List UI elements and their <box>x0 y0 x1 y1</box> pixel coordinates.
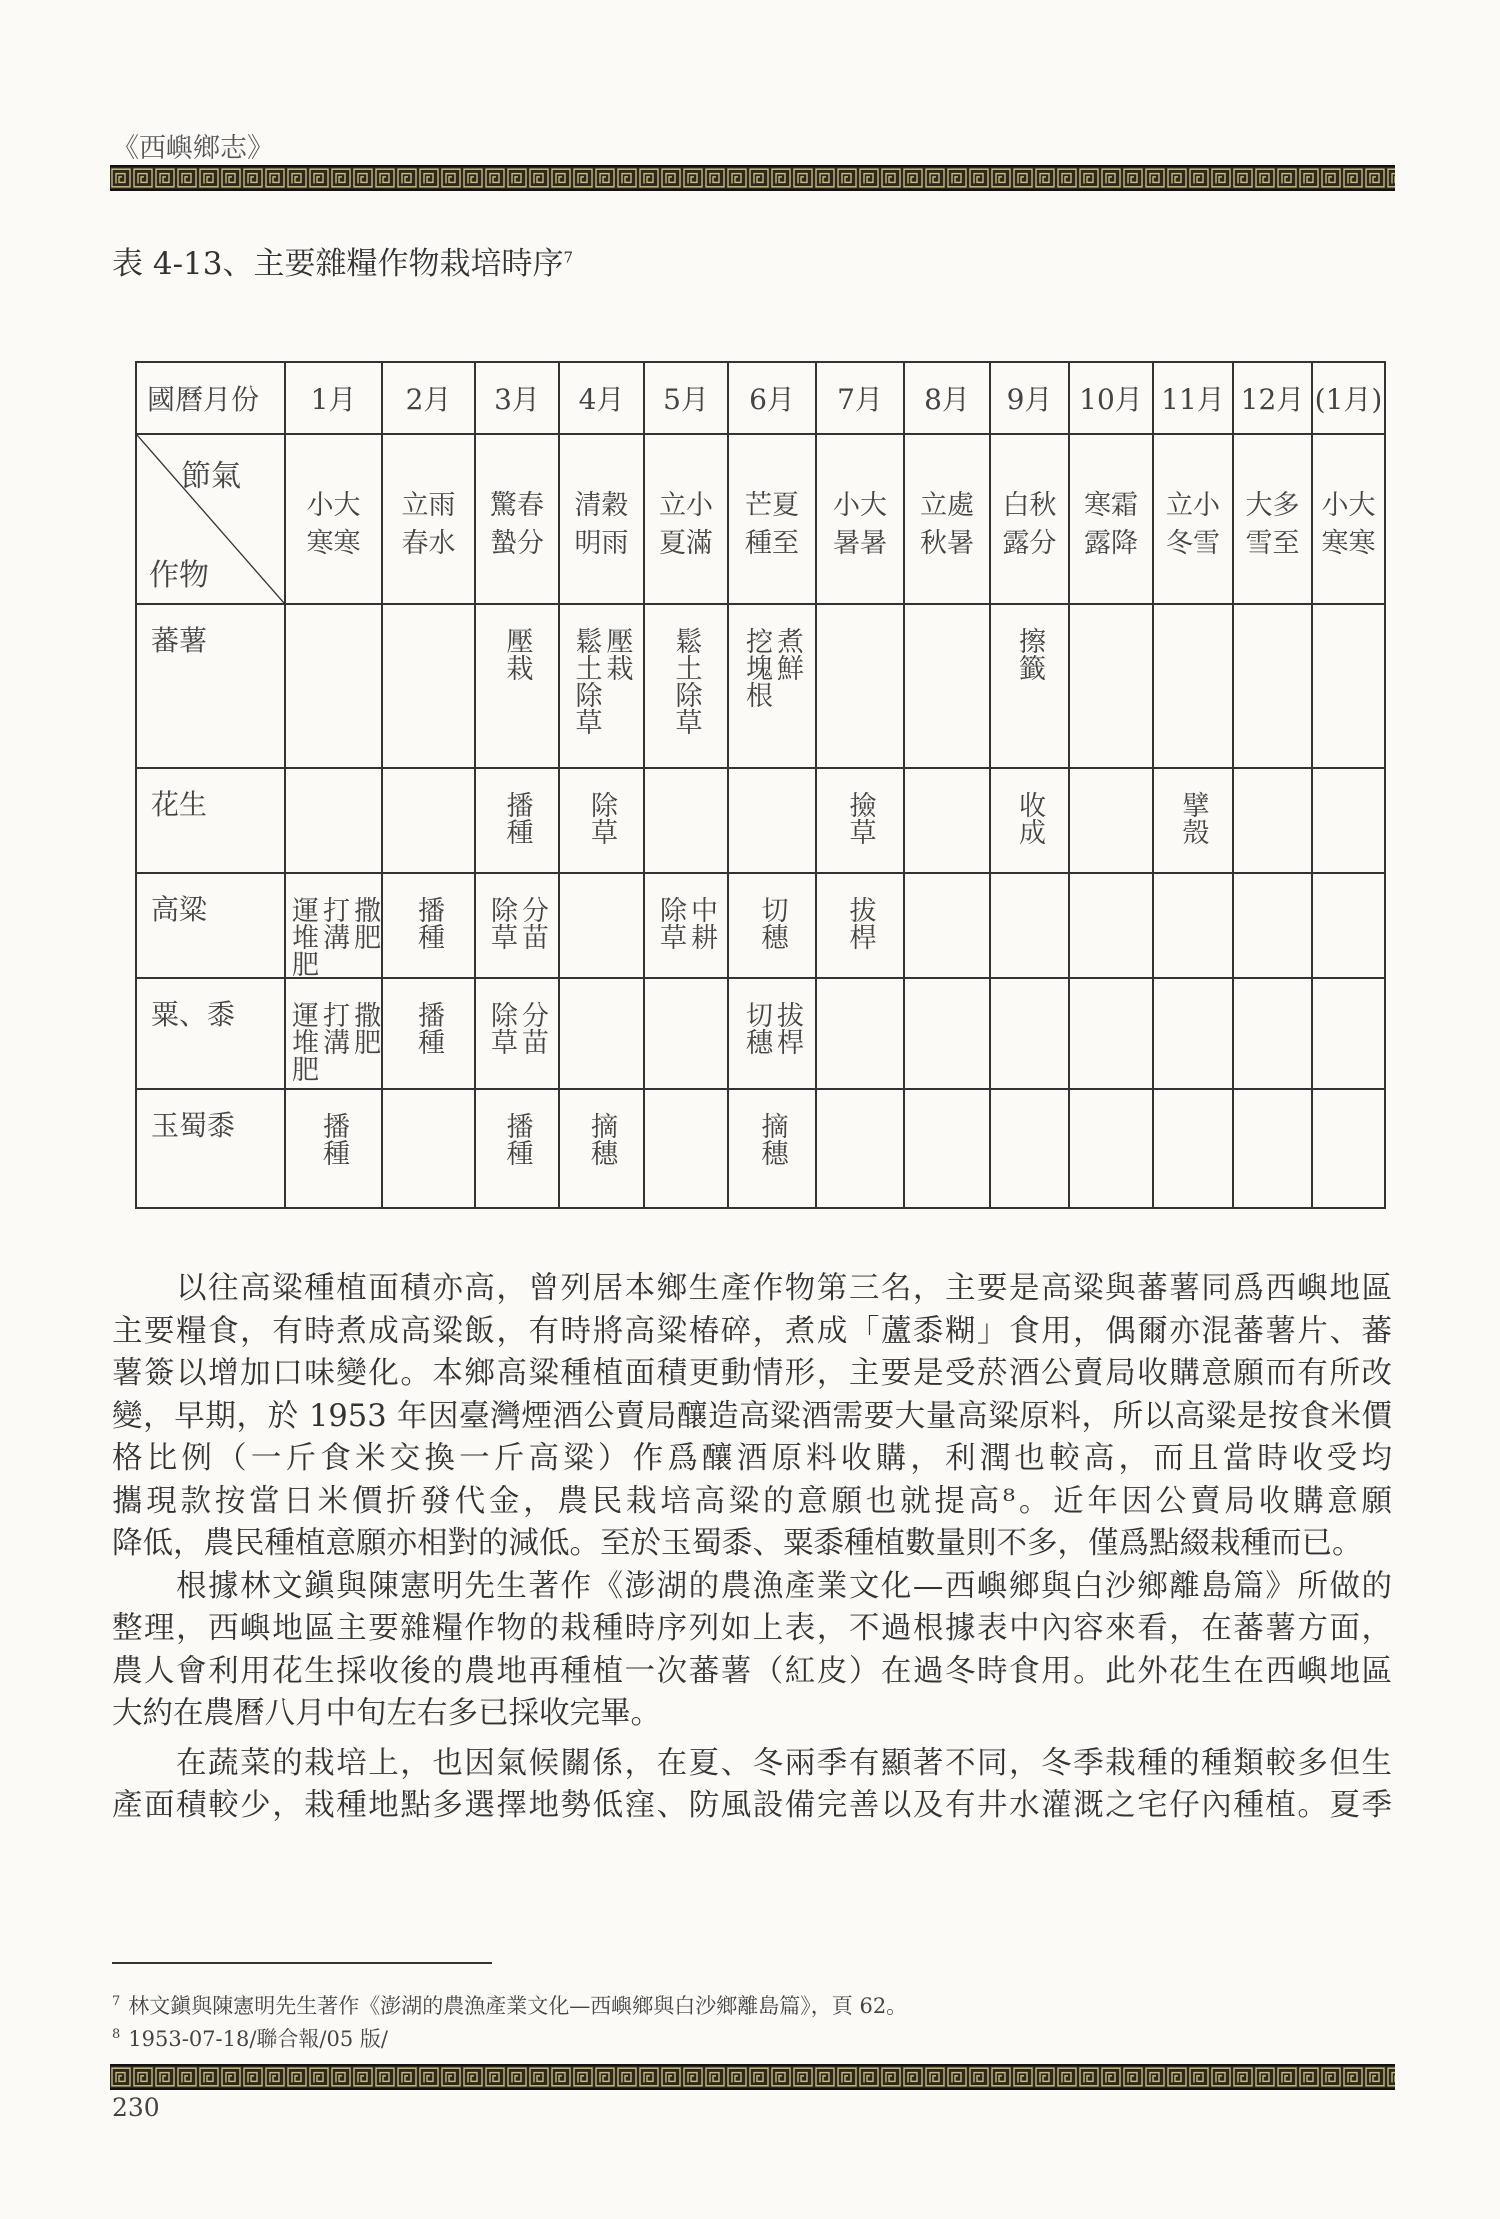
task-cell <box>816 873 904 978</box>
task-cell <box>1312 604 1385 768</box>
month-header: 5月 <box>644 362 728 434</box>
task-cell <box>1312 978 1385 1089</box>
body-line: 主要糧食，有時煮成高粱飯，有時將高粱椿碎，煮成「蘆黍糊」食用，偶爾亦混蕃薯片、蕃 <box>112 1313 1392 1349</box>
body-line: 大約在農曆八月中旬左右多已採收完畢。 <box>112 1696 661 1731</box>
task-cell <box>1312 768 1385 873</box>
crop-name-text: 粟、黍 <box>151 998 236 1031</box>
task-text: 播種 <box>413 1001 445 1055</box>
footnote-text: 1953-07-18/聯合報/05 版/ <box>128 2027 388 2051</box>
task-cell <box>644 1089 728 1208</box>
task-cell <box>382 604 475 768</box>
solar-terms-row <box>136 434 1385 604</box>
solar-term-text: 大多 雪至 <box>1245 490 1300 559</box>
task-cell <box>475 1089 559 1208</box>
task-cell <box>644 604 728 768</box>
task-text: 收成 <box>1014 791 1046 845</box>
solar-term-cell <box>990 434 1069 604</box>
solar-term-cell <box>904 434 990 604</box>
crop-row <box>136 768 1385 873</box>
task-cell <box>728 873 816 978</box>
task-text: 鬆土除草 <box>670 627 702 735</box>
task-cell <box>285 768 382 873</box>
solar-term-text: 清穀 明雨 <box>574 490 629 559</box>
bottom-meander-border <box>110 2064 1395 2090</box>
corner-cell <box>136 434 285 604</box>
body-line: 在蔬菜的栽培上，也因氣候關係，在夏、冬兩季有顯著不同，冬季栽種的種類較多但生 <box>176 1745 1392 1781</box>
solar-term-text: 立雨 春水 <box>401 490 456 559</box>
crop-name-text: 蕃薯 <box>151 624 208 657</box>
task-cell <box>285 604 382 768</box>
task-cell <box>1153 1089 1233 1208</box>
task-cell <box>904 768 990 873</box>
task-cell <box>990 873 1069 978</box>
task-cell <box>1312 873 1385 978</box>
task-cell <box>382 1089 475 1208</box>
task-cell <box>285 1089 382 1208</box>
footnote-number: 8 <box>112 2027 121 2042</box>
solar-term-cell <box>285 434 382 604</box>
body-line: 產面積較少，栽種地點多選擇地勢低窪、防風設備完善以及有井水灌溉之宅仔內種植。夏季 <box>112 1788 1392 1823</box>
month-header: 3月 <box>475 362 559 434</box>
task-text: 撿草 <box>844 791 876 845</box>
task-text: 煮鮮 挖塊根 <box>741 627 804 708</box>
crop-name <box>136 768 285 873</box>
task-cell <box>990 768 1069 873</box>
task-cell <box>285 978 382 1089</box>
task-cell <box>1069 604 1153 768</box>
task-cell <box>644 768 728 873</box>
task-cell <box>904 873 990 978</box>
crop-name <box>136 604 285 768</box>
corner-top-label: 節氣 <box>181 459 241 494</box>
task-cell <box>382 978 475 1089</box>
task-cell <box>1233 978 1312 1089</box>
caption-text: 表 4-13、主要雜糧作物栽培時序 <box>112 246 564 282</box>
crop-name-text: 花生 <box>151 788 208 821</box>
task-cell <box>475 873 559 978</box>
task-cell <box>1069 768 1153 873</box>
crop-name-text: 高粱 <box>151 893 208 926</box>
task-cell <box>1153 768 1233 873</box>
solar-term-cell <box>1233 434 1312 604</box>
month-header: 8月 <box>904 362 990 434</box>
task-cell <box>382 873 475 978</box>
task-text: 除草 <box>586 791 618 845</box>
crop-row <box>136 1089 1385 1208</box>
task-text: 摘穗 <box>586 1112 618 1166</box>
task-text: 中耕 除草 <box>655 896 718 950</box>
task-cell <box>990 1089 1069 1208</box>
month-header: 12月 <box>1233 362 1312 434</box>
footnote-number: 7 <box>112 1994 121 2009</box>
body-line: 攜現款按當日米價折發代金，農民栽培高粱的意願也就提高⁸。近年因公賣局收購意願 <box>112 1483 1392 1519</box>
body-line: 變，早期，於 1953 年因臺灣煙酒公賣局釀造高粱酒需要大量高粱原料，所以高粱是按食米價 <box>112 1398 1392 1434</box>
task-text: 擦籤 <box>1014 627 1046 681</box>
page-number: 230 <box>112 2093 160 2122</box>
task-cell <box>1069 978 1153 1089</box>
solar-term-cell <box>644 434 728 604</box>
solar-term-text: 芒夏 種至 <box>745 490 799 559</box>
month-header: 1月 <box>285 362 382 434</box>
task-cell <box>1069 873 1153 978</box>
solar-term-cell <box>728 434 816 604</box>
task-cell <box>475 978 559 1089</box>
month-header: 6月 <box>728 362 816 434</box>
crop-name <box>136 873 285 978</box>
month-header: 10月 <box>1069 362 1153 434</box>
body-line: 以往高粱種植面積亦高，曾列居本鄉生產作物第三名，主要是高粱與蕃薯同爲西嶼地區 <box>176 1271 1392 1306</box>
footnote-ref: 7 <box>563 248 574 267</box>
task-text: 拔桿 切穗 <box>741 1001 804 1055</box>
solar-term-text: 白秋 露分 <box>1002 490 1057 559</box>
top-meander-border <box>110 165 1395 191</box>
task-text: 切穗 <box>756 896 788 950</box>
crop-name <box>136 978 285 1089</box>
task-cell <box>285 873 382 978</box>
task-text: 壓栽 鬆土除草 <box>570 627 633 735</box>
task-cell <box>816 1089 904 1208</box>
task-text: 播種 <box>501 791 533 845</box>
task-cell <box>1153 873 1233 978</box>
task-cell <box>1069 1089 1153 1208</box>
task-cell <box>904 1089 990 1208</box>
corner-bottom-label: 作物 <box>149 558 209 593</box>
task-text: 拔桿 <box>844 896 876 950</box>
task-cell <box>644 978 728 1089</box>
solar-term-text: 小大 寒寒 <box>306 490 361 559</box>
task-text: 擘殼 <box>1177 791 1209 845</box>
task-cell <box>644 873 728 978</box>
task-cell <box>1233 1089 1312 1208</box>
task-cell <box>1233 873 1312 978</box>
task-text: 摘穗 <box>756 1112 788 1166</box>
crop-name-text: 玉蜀黍 <box>151 1109 236 1142</box>
body-line: 降低，農民種植意願亦相對的減低。至於玉蜀黍、粟黍種植數量則不多，僅爲點綴栽種而已。 <box>112 1526 1363 1561</box>
footnote-7 <box>112 1990 907 2020</box>
solar-term-text: 小大 寒寒 <box>1321 490 1376 559</box>
solar-term-text: 寒霜 露降 <box>1084 490 1138 559</box>
footnote-text: 林文鎭與陳憲明先生著作《澎湖的農漁產業文化—西嶼鄉與白沙鄉離島篇》，頁 62。 <box>128 1994 908 2018</box>
body-line: 格比例（一斤食米交換一斤高粱）作爲釀酒原料收購，利潤也較高，而且當時收受均 <box>112 1441 1392 1476</box>
header-label: 國曆月份 <box>136 362 285 434</box>
task-cell <box>1233 604 1312 768</box>
solar-term-cell <box>382 434 475 604</box>
footnote-8 <box>112 2023 388 2053</box>
running-title: 《西嶼鄉志》 <box>112 133 274 164</box>
task-cell <box>382 768 475 873</box>
task-cell <box>1233 768 1312 873</box>
task-cell <box>559 873 644 978</box>
body-line: 農人會利用花生採收後的農地再種植一次蕃薯（紅皮）在過冬時食用。此外花生在西嶼地區 <box>112 1653 1392 1689</box>
solar-term-cell <box>475 434 559 604</box>
month-header: 4月 <box>559 362 644 434</box>
task-text: 播種 <box>413 896 445 950</box>
task-cell <box>728 604 816 768</box>
solar-term-cell <box>559 434 644 604</box>
task-cell <box>559 978 644 1089</box>
task-text: 播種 <box>318 1112 350 1166</box>
task-cell <box>990 978 1069 1089</box>
task-text: 撒肥 打溝 運堆肥 <box>286 1001 381 1082</box>
month-header-row <box>136 362 1385 434</box>
month-header: 11月 <box>1153 362 1233 434</box>
footnote-rule <box>112 1962 492 1964</box>
cultivation-schedule-table <box>135 361 1386 1209</box>
month-header: (1月) <box>1312 362 1385 434</box>
task-cell <box>728 978 816 1089</box>
task-text: 壓栽 <box>501 627 533 681</box>
body-line: 整理，西嶼地區主要雜糧作物的栽種時序列如上表，不過根據表中內容來看，在蕃薯方面， <box>112 1611 1392 1646</box>
task-cell <box>904 978 990 1089</box>
crop-row <box>136 873 1385 978</box>
solar-term-text: 立處 秋暑 <box>920 490 974 559</box>
solar-term-text: 驚春 蟄分 <box>490 490 544 559</box>
body-line: 薯簽以增加口味變化。本鄉高粱種植面積更動情形，主要是受菸酒公賣局收購意願而有所改 <box>112 1356 1392 1391</box>
task-cell <box>990 604 1069 768</box>
task-text: 撒肥 打溝 運堆肥 <box>286 896 381 977</box>
month-header: 2月 <box>382 362 475 434</box>
task-cell <box>1153 978 1233 1089</box>
task-cell <box>816 768 904 873</box>
crop-name <box>136 1089 285 1208</box>
task-cell <box>1312 1089 1385 1208</box>
task-cell <box>1153 604 1233 768</box>
month-header: 9月 <box>990 362 1069 434</box>
solar-term-cell <box>1312 434 1385 604</box>
table-caption <box>112 238 573 283</box>
body-line: 根據林文鎭與陳憲明先生著作《澎湖的農漁產業文化—西嶼鄉與白沙鄉離島篇》所做的 <box>176 1568 1392 1604</box>
solar-term-cell <box>816 434 904 604</box>
solar-term-cell <box>1069 434 1153 604</box>
crop-row <box>136 604 1385 768</box>
task-cell <box>559 604 644 768</box>
task-cell <box>816 604 904 768</box>
solar-term-text: 立小 冬雪 <box>1166 490 1220 559</box>
month-header: 7月 <box>816 362 904 434</box>
task-cell <box>475 768 559 873</box>
task-cell <box>728 768 816 873</box>
task-cell <box>816 978 904 1089</box>
solar-term-text: 小大 暑暑 <box>833 490 887 559</box>
task-cell <box>904 604 990 768</box>
solar-term-cell <box>1153 434 1233 604</box>
solar-term-text: 立小 夏滿 <box>659 490 713 559</box>
crop-row <box>136 978 1385 1089</box>
task-text: 分苗 除草 <box>486 1001 549 1055</box>
task-cell <box>728 1089 816 1208</box>
task-cell <box>475 604 559 768</box>
task-cell <box>559 1089 644 1208</box>
task-cell <box>559 768 644 873</box>
task-text: 播種 <box>501 1112 533 1166</box>
body-text <box>112 1268 1392 1828</box>
task-text: 分苗 除草 <box>486 896 549 950</box>
